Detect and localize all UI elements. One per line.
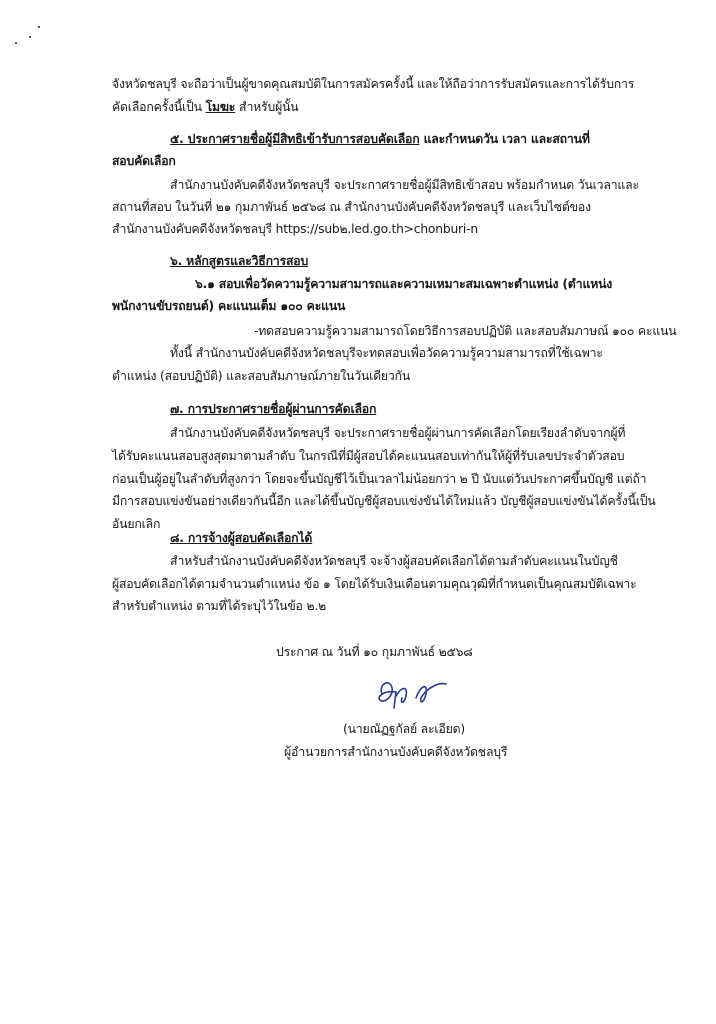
section6-heading: ๖. หลักสูตรและวิธีการสอบ	[170, 254, 309, 268]
intro-text: สำหรับผู้นั้น	[238, 100, 299, 114]
intro-text: คัดเลือกครั้งนี้เป็น	[112, 100, 202, 114]
scan-speck	[15, 42, 17, 44]
section5-body-line: สำนักงานบังคับคดีจังหวัดชลบุรี จะประกาศรายชื่อผู้มีสิทธิเข้าสอบ พร้อมกำหนด วันเวลาและ	[170, 178, 639, 192]
announcement-date: ประกาศ ณ วันที่ ๑๐ กุมภาพันธ์ ๒๕๖๘	[276, 645, 473, 659]
section7-body-line: ก่อนเป็นผู้อยู่ในลำดับที่สูงกว่า โดยจะขึ้นบัญชีไว้เป็นเวลาไม่น้อยกว่า ๒ ปี นับแต่วันประกาศขึ้นบัญชี แต่ถ้า	[112, 472, 647, 486]
signature-image	[372, 674, 452, 714]
void-word: โมฆะ	[205, 100, 236, 114]
section8-body-line: สำหรับตำแหน่ง ตามที่ได้ระบุไว้ในข้อ ๒.๒	[112, 599, 326, 613]
intro-line	[112, 99, 298, 115]
section7-body-line: อันยกเลิก	[112, 517, 161, 531]
section5-heading	[170, 131, 590, 147]
section7-body-line: มีการสอบแข่งขันอย่างเดียวกันนี้อีก และได้ขึ้นบัญชีผู้สอบแข่งขันได้ใหม่แล้ว บัญชีผู้สอบแข่งขันได้ครั้งนี้เป็น	[112, 494, 656, 508]
scan-speck	[38, 26, 40, 28]
section6-subheading: ๖.๑ สอบเพื่อวัดความรู้ความสามารถและความเหมาะสมเฉพาะตำแหน่ง (ตำแหน่ง	[195, 277, 613, 291]
section6-subheading: พนักงานขับรถยนต์) คะแนนเต็ม ๑๐๐ คะแนน	[112, 299, 346, 313]
signer-title: ผู้อำนวยการสำนักงานบังคับคดีจังหวัดชลบุรี	[284, 745, 508, 759]
intro-line	[112, 76, 648, 92]
section6-body-line: ตำแหน่ง (สอบปฏิบัติ) และสอบสัมภาษณ์ภายในวันเดียวกัน	[112, 369, 411, 383]
section5-heading-text: ๕. ประกาศรายชื่อผู้มีสิทธิเข้ารับการสอบคัดเลือก	[170, 132, 420, 146]
section7-heading: ๗. การประกาศรายชื่อผู้ผ่านการคัดเลือก	[170, 402, 377, 416]
section8-body-line: ผู้สอบคัดเลือกได้ตามจำนวนตำแหน่ง ข้อ ๑ โดยได้รับเงินเดือนตามคุณวุฒิที่กำหนดเป็นคุณสมบัติเฉพาะ	[112, 577, 637, 591]
section7-body-line: ได้รับคะแนนสอบสูงสุดมาตามลำดับ ในกรณีที่มีผู้สอบได้คะแนนสอบเท่ากันให้ผู้ที่รับเลขประจำตัวสอบ	[112, 449, 625, 463]
section6-body-line: -ทดสอบความรู้ความสามารถโดยวิธีการสอบปฏิบัติ และสอบสัมภาษณ์ ๑๐๐ คะแนน	[254, 324, 677, 338]
section5-heading-rest: และกำหนดวัน เวลา และสถานที่	[423, 132, 590, 146]
scan-speck	[29, 36, 31, 38]
section5-body-line: สำนักงานบังคับคดีจังหวัดชลบุรี https://sub๒.led.go.th>chonburi-n	[112, 222, 478, 236]
section5-heading-line2: สอบคัดเลือก	[112, 154, 176, 168]
section6-body-line: ทั้งนี้ สำนักงานบังคับคดีจังหวัดชลบุรีจะทดสอบเพื่อวัดความรู้ความสามารถที่ใช้เฉพาะ	[170, 346, 603, 360]
section7-body-line: สำนักงานบังคับคดีจังหวัดชลบุรี จะประกาศรายชื่อผู้ผ่านการคัดเลือกโดยเรียงลำดับจากผู้ที่	[170, 426, 626, 440]
section8-heading: ๘. การจ้างผู้สอบคัดเลือกได้	[170, 531, 313, 545]
intro-text: จังหวัดชลบุรี จะถือว่าเป็นผู้ขาดคุณสมบัติในการสมัครครั้งนี้ และให้ถือว่าการรับสมัครและการได้รับการ	[112, 77, 635, 91]
signer-name: (นายณัฏฐกัลย์ ละเอียด)	[343, 722, 465, 736]
section8-body-line: สำหรับสำนักงานบังคับคดีจังหวัดชลบุรี จะจ้างผู้สอบคัดเลือกได้ตามลำดับคะแนนในบัญชี	[170, 554, 618, 568]
section5-body-line: สถานที่สอบ ในวันที่ ๒๑ กุมภาพันธ์ ๒๕๖๘ ณ สำนักงานบังคับคดีจังหวัดชลบุรี และเว็บไซต์ของ	[112, 200, 591, 214]
